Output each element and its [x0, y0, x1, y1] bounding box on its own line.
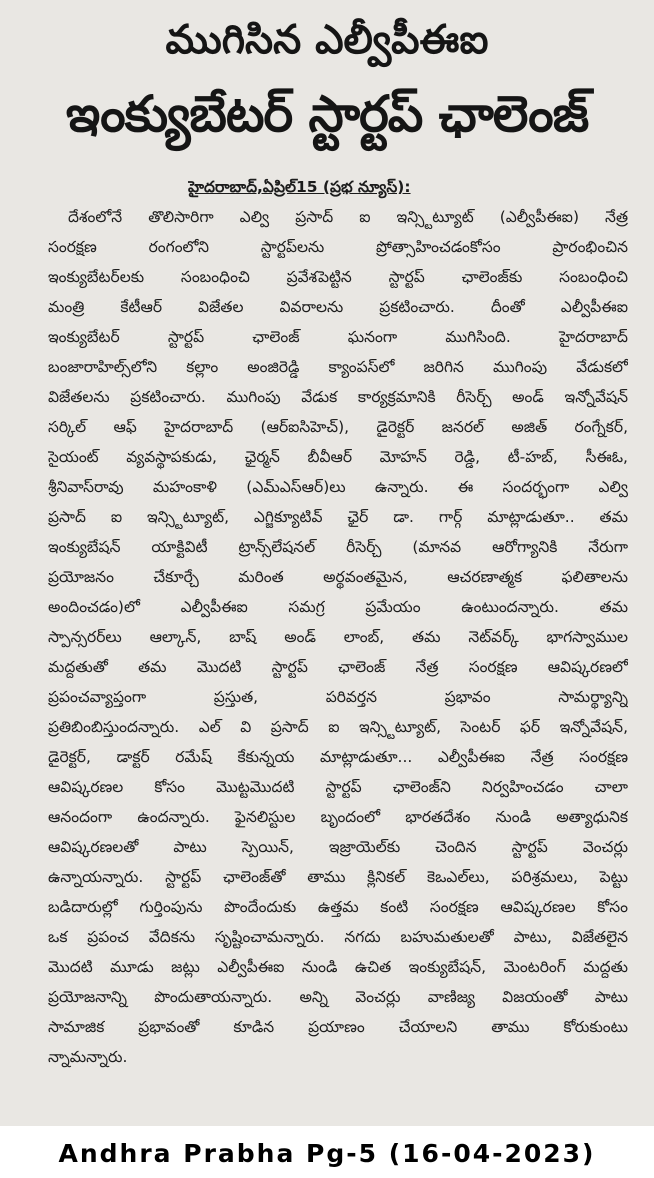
article-line: ప్రయోజనాన్ని పొందుతాయన్నారు. అన్ని వెంచర్లు వాణిజ్య విజయంతో పాటు — [48, 988, 628, 1006]
article-line: ఆనందంగా ఉందన్నారు. ఫైనలిస్టుల బృందంలో భారతదేశం నుండి అత్యాధునిక — [48, 808, 628, 826]
article-line: దేశంలోనే తొలిసారిగా ఎల్వి ప్రసాద్ ఐ ఇన్స్టిట్యూట్ (ఎల్వీపీఈఐ) నేత్ర — [68, 208, 628, 226]
article-line: అందించడం)లో ఎల్వీపీఈఐ సమగ్ర ప్రమేయం ఉంటుందన్నారు. తమ — [48, 598, 628, 616]
article-line: ఇంక్యుబేటర్‌లకు సంబంధించి ప్రవేశపెట్టిన స్టార్టప్ ఛాలెంజ్‌కు సంబంధించి — [48, 268, 628, 286]
article-line: ఇంక్యుబేటర్ స్టార్టప్ ఛాలెంజ్ ఘనంగా ముగిసింది. హైదరాబాద్ — [48, 328, 628, 346]
article-line: బంజారాహిల్స్‌లోని కల్లాం అంజిరెడ్డి క్యాంపస్‌లో జరిగిన ముగింపు వేడుకలో — [48, 358, 628, 376]
article-line: ప్రసాద్ ఐ ఇన్స్టిట్యూట్, ఎగ్జిక్యూటివ్ ఛైర్ డా. గార్గ్ మాట్లాడుతూ.. తమ — [48, 508, 628, 526]
article-line: ఒక ప్రపంచ వేదికను సృష్టించామన్నారు. నగదు బహుమతులతో పాటు, విజేతలైన — [48, 928, 628, 946]
article-body — [48, 172, 628, 1072]
article-line: న్నామన్నారు. — [48, 1048, 128, 1066]
article-line: బడిదారుల్లో గుర్తింపును పొందేందుకు ఉత్తమ కంటి సంరక్షణ ఆవిష్కరణల కోసం — [48, 898, 628, 916]
article-line: ప్రపంచవ్యాప్తంగా ప్రస్తుత, పరివర్తన ప్రభావం సామర్థ్యాన్ని — [48, 688, 628, 706]
article-line: సంరక్షణ రంగంలోని స్టార్టప్‌లను ప్రోత్సాహించడంకోసం ప్రారంభించిన — [48, 238, 628, 256]
article-line: మద్దతుతో తమ మొదటి స్టార్టప్ ఛాలెంజ్ నేత్ర సంరక్షణ ఆవిష్కరణలో — [48, 658, 628, 676]
article-line: మంత్రి కేటీఆర్ విజేతల వివరాలను ప్రకటించారు. దీంతో ఎల్వీపీఈఐ — [48, 298, 628, 316]
article-line: ప్రతిబింబిస్తుందన్నారు. ఎల్ వి ప్రసాద్ ఐ ఇన్స్టిట్యూట్, సెంటర్ ఫర్ ఇన్నోవేషన్, — [48, 718, 628, 736]
article-line: ప్రయోజనం చేకూర్చే మరింత అర్థవంతమైన, ఆచరణాత్మక ఫలితాలను — [48, 568, 628, 586]
article-line: ఆవిష్కరణలతో పాటు స్పెయిన్, ఇజ్రాయెల్‌కు చెందిన స్టార్టప్ వెంచర్లు — [48, 838, 628, 856]
article-line: విజేతలను ప్రకటించారు. ముగింపు వేడుక కార్యక్రమానికి రీసెర్చ్ అండ్ ఇన్నోవేషన్ — [48, 388, 628, 406]
headline-line-1: ముగిసిన ఎల్వీపీఈఐ — [165, 17, 489, 63]
article-line: స్పాన్సరర్‌లు ఆల్కాన్, బాష్ అండ్ లాంబ్, తమ నెట్‌వర్క్ భాగస్వాముల — [48, 628, 628, 646]
article-line: సామాజిక ప్రభావంతో కూడిన ప్రయాణం చేయాలని తాము కోరుకుంటు — [48, 1018, 628, 1036]
source-caption: Andhra Prabha Pg-5 (16-04-2023) — [0, 1130, 654, 1178]
article-line: డైరెక్టర్, డాక్టర్ రమేష్ కేకున్నయ మాట్లాడుతూ... ఎల్వీపీఈఐ నేత్ర సంరక్షణ — [48, 748, 628, 766]
article-line: సైయంట్ వ్యవస్థాపకుడు, ఛైర్మన్ బీవీఆర్ మోహన్ రెడ్డి, టీ-హబ్, సీఈఓ, — [48, 448, 628, 466]
article-line: మొదటి మూడు జట్లు ఎల్వీపీఈఐ నుండి ఉచిత ఇంక్యుబేషన్, మెంటరింగ్ మద్దతు — [48, 958, 628, 976]
article-line: ఉన్నాయన్నారు. స్టార్టప్ ఛాలెంజ్‌తో తాము క్లినికల్ కెఒఎల్‌లు, పరిశ్రమలు, పెట్టు — [48, 868, 628, 886]
article-line: సర్కిల్ ఆఫ్ హైదరాబాద్ (ఆర్ఐసిహెచ్), డైరెక్టర్ జనరల్ అజిత్ రంగ్నేకర్, — [48, 418, 628, 436]
article-line: శ్రీనివాస్‌రావు మహంకాళి (ఎమ్ఎస్ఆర్)లు ఉన్నారు. ఈ సందర్భంగా ఎల్వి — [48, 478, 628, 496]
headline-line-2: ఇంక్యుబేటర్ స్టార్టప్ ఛాలెంజ్ — [65, 85, 589, 143]
article-line: ఇంక్యుబేషన్ యాక్టివిటీ ట్రాన్స్‌లేషనల్ రీసెర్చ్ (మానవ ఆరోగ్యానికి నేరుగా — [48, 538, 628, 556]
article-dateline: హైదరాబాద్,ఏప్రిల్15 (ప్రభ న్యూస్): — [188, 178, 411, 196]
article-line: ఆవిష్కరణల కోసం మొట్టమొదటి స్టార్టప్ ఛాలెంజ్‌ని నిర్వహించడం చాలా — [48, 778, 628, 796]
